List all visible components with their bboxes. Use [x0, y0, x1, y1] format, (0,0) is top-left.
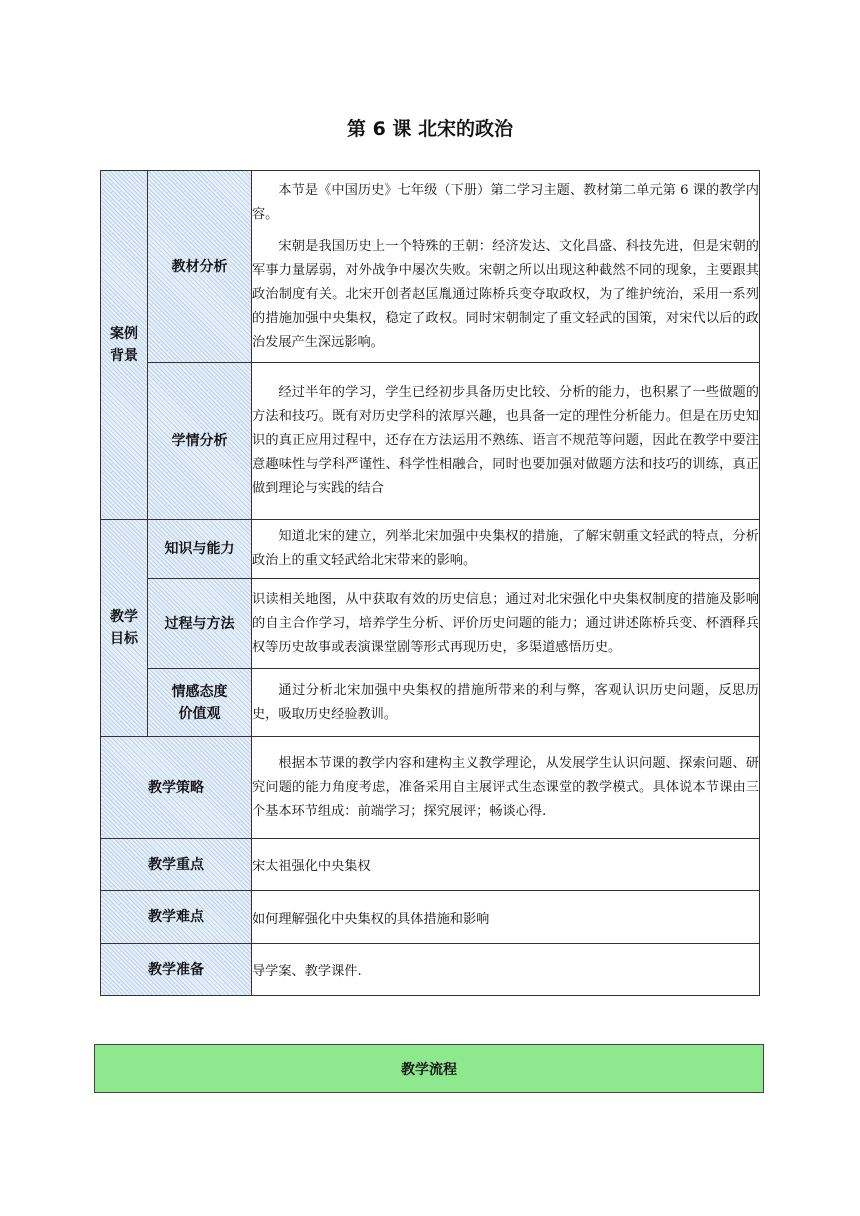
- teaching-goals-label: 教学目标: [101, 520, 148, 737]
- emotion-values-label: [148, 669, 252, 737]
- textbook-analysis-para-1: 本节是《中国历史》七年级（下册）第二学习主题、教材第二单元第 6 课的教学内容。: [252, 182, 759, 222]
- student-analysis-text: [252, 363, 760, 520]
- preparation-text: 导学案、教学课件.: [252, 944, 760, 996]
- emotion-values-text: [252, 669, 760, 737]
- knowledge-ability-text: [252, 520, 760, 579]
- student-analysis-label: 学情分析: [148, 363, 252, 520]
- process-method-text: [252, 579, 760, 669]
- strategy-label: 教学策略: [101, 737, 252, 839]
- textbook-analysis-label: 教材分析: [148, 171, 252, 363]
- emotion-label-line-2: 价值观: [178, 705, 221, 722]
- process-method-label: 过程与方法: [148, 579, 252, 669]
- student-analysis-para: 经过半年的学习，学生已经初步具备历史比较、分析的能力，也积累了一些做题的方法和技巧。既有对历史学科的浓厚兴趣，也具备一定的理性分析能力。但是在历史知识的真正应用过程中，还存在方法运用不熟练、语言不规范等问题，因此在教学中要注意趣味性与学科严谨性、科学性相融合，同时也要加强对做题方法和技巧的训练，真正做到理论与实践的结合: [252, 385, 759, 496]
- textbook-analysis-para-2: 宋朝是我国历史上一个特殊的王朝：经济发达、文化昌盛、科技先进，但是宋朝的军事力量孱弱，对外战争中屡次失败。宋朝之所以出现这种截然不同的现象，主要跟其政治制度有关。北宋开创者赵匡胤通过陈桥兵变夺取政权，为了维护统治，采用一系列的措施加强中央集权，稳定了政权。同时宋朝制定了重文轻武的国策，对宋代以后的政治发展产生深远影响。: [252, 238, 759, 350]
- strategy-para: 根据本节课的教学内容和建构主义教学理论，从发展学生认识问题、探索问题、研究问题的能力角度考虑，准备采用自主展评式生态课堂的教学模式。具体说本节课由三个基本环节组成：前端学习；探究展评；畅谈心得.: [252, 755, 759, 819]
- process-method-para: 识读相关地图，从中获取有效的历史信息；通过对北宋强化中央集权制度的措施及影响的自主合作学习，培养学生分析、评价历史问题的能力；通过讲述陈桥兵变、杯酒释兵权等历史故事或表演课堂剧等形式再现历史，多渠道感悟历史。: [252, 591, 759, 655]
- case-background-label: 案例背景: [101, 171, 148, 520]
- preparation-label: 教学准备: [101, 944, 252, 996]
- knowledge-ability-para: 知道北宋的建立，列举北宋加强中央集权的措施，了解宋朝重文轻武的特点，分析政治上的重文轻武给北宋带来的影响。: [252, 529, 759, 568]
- teaching-flow-header: 教学流程: [94, 1044, 764, 1093]
- difficulty-label: 教学难点: [101, 891, 252, 944]
- difficulty-text: 如何理解强化中央集权的具体措施和影响: [252, 891, 760, 944]
- knowledge-ability-label: 知识与能力: [148, 520, 252, 579]
- lesson-plan-table: [100, 170, 760, 996]
- emotion-values-para: 通过分析北宋加强中央集权的措施所带来的利与弊，客观认识历史问题，反思历史，吸取历史经验教训。: [252, 682, 759, 722]
- textbook-analysis-text: [252, 171, 760, 363]
- strategy-text: [252, 737, 760, 839]
- key-point-label: 教学重点: [101, 839, 252, 891]
- emotion-label-line-1: 情感态度: [171, 683, 228, 700]
- key-point-text: 宋太祖强化中央集权: [252, 839, 760, 891]
- page-title: 第 6 课 北宋的政治: [346, 118, 514, 140]
